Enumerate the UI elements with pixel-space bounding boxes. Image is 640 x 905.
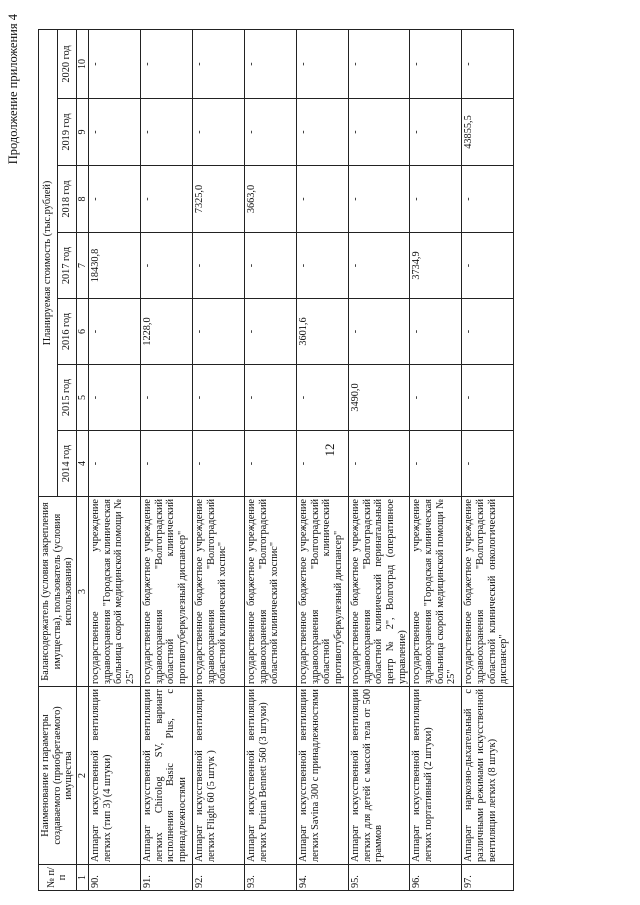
column-number: 2 [76, 687, 88, 865]
table-row [297, 29, 349, 890]
cost-cell: - [462, 29, 514, 98]
cost-cell: - [410, 29, 462, 98]
cost-cell: - [297, 233, 349, 299]
header-holder: Балансодержатель (условия закрепления имущества), пользователь (условия использования) [39, 497, 77, 687]
cost-cell: 3663,0 [245, 166, 297, 233]
page-number: 12 [322, 443, 337, 457]
cost-cell: - [245, 233, 297, 299]
cost-cell: - [193, 299, 245, 365]
table-row [89, 29, 141, 890]
header-year: 2017 год [57, 233, 76, 299]
table-row [193, 29, 245, 890]
cost-cell: - [89, 431, 141, 497]
cost-cell: - [193, 365, 245, 431]
row-number: 93. [245, 865, 297, 891]
table-row [462, 29, 514, 890]
cost-cell: 3734,9 [410, 233, 462, 299]
column-number: 8 [76, 166, 88, 233]
cost-cell: 43855,5 [462, 99, 514, 166]
header-cost-group: Планируемая стоимость (тыс.рублей) [39, 29, 58, 496]
cost-cell: - [462, 365, 514, 431]
cost-cell: 3490,0 [349, 365, 410, 431]
cost-cell: - [245, 99, 297, 166]
table-row [410, 29, 462, 890]
cost-cell: - [245, 431, 297, 497]
item-holder: государственное бюджетное учреждение здравоохранения "Волгоградский областной клинический перинатальный центр № 2", Волгоград (оперативное управление) [349, 497, 410, 687]
cost-cell: - [410, 166, 462, 233]
cost-cell: 3601,6 [297, 299, 349, 365]
item-name: Аппарат искусственной вентиляции легких Savina 300 с принадлежностями [297, 687, 349, 865]
cost-cell: 1228,0 [141, 299, 193, 365]
cost-cell: - [245, 365, 297, 431]
header-year: 2019 год [57, 99, 76, 166]
item-name: Аппарат искусственной вентиляции легких Puritan Bennett 560 (3 штуки) [245, 687, 297, 865]
continuation-label: Продолжение приложения 4 [6, 14, 20, 165]
row-number: 96. [410, 865, 462, 891]
cost-cell: - [193, 99, 245, 166]
cost-cell: - [349, 99, 410, 166]
header-year: 2018 год [57, 166, 76, 233]
table-row [141, 29, 193, 890]
cost-cell: - [193, 431, 245, 497]
item-holder: государственное бюджетное учреждение здравоохранения "Волгоградский областной клинический хоспис" [245, 497, 297, 687]
cost-cell: - [89, 29, 141, 98]
cost-cell: - [141, 166, 193, 233]
item-name: Аппарат искусственной вентиляции легких для детей с массой тела от 500 граммов [349, 687, 410, 865]
item-name: Аппарат искусственной вентиляции легких Chirolog SV, вариант исполнения Basic Plus, с принадлежностями [141, 687, 193, 865]
item-holder: государственное бюджетное учреждение здравоохранения "Волгоградский областной клинический противотуберкулезный диспансер" [141, 497, 193, 687]
table-row [349, 29, 410, 890]
cost-cell: - [462, 299, 514, 365]
column-number: 3 [76, 497, 88, 687]
cost-cell: - [297, 365, 349, 431]
item-holder: государственное бюджетное учреждение здравоохранения "Волгоградский областной клинический онкологический диспансер" [462, 497, 514, 687]
cost-cell: - [462, 233, 514, 299]
cost-cell: - [462, 431, 514, 497]
header-name: Наименование и параметры создаваемого (приобретаемого) имущества [39, 687, 77, 865]
cost-cell: - [141, 99, 193, 166]
cost-cell: - [297, 29, 349, 98]
cost-cell: - [89, 99, 141, 166]
header-num: № п/п [39, 865, 77, 891]
cost-cell: - [89, 299, 141, 365]
property-table [38, 29, 514, 891]
cost-cell: - [89, 166, 141, 233]
item-name: Аппарат искусственной вентиляции легких Flight 60 (5 штук ) [193, 687, 245, 865]
cost-cell: - [410, 299, 462, 365]
item-holder: государственное учреждение здравоохранения "Городская клиническая больница скорой медицинской помощи № 25" [89, 497, 141, 687]
header-year: 2014 год [57, 431, 76, 497]
item-name: Аппарат искусственной вентиляции легких (тип 3) (4 штуки) [89, 687, 141, 865]
cost-cell: - [297, 99, 349, 166]
column-number: 5 [76, 365, 88, 431]
table-row [245, 29, 297, 890]
cost-cell: - [349, 431, 410, 497]
header-year: 2015 год [57, 365, 76, 431]
item-name: Аппарат наркозно-дыхательный с различными режимами искусственной вентиляции легких (8 штук) [462, 687, 514, 865]
row-number: 92. [193, 865, 245, 891]
cost-cell: - [245, 299, 297, 365]
item-holder: государственное бюджетное учреждение здравоохранения "Волгоградский областной клинический противотуберкулезный диспансер" [297, 497, 349, 687]
cost-cell: - [297, 431, 349, 497]
cost-cell: - [349, 166, 410, 233]
cost-cell: - [193, 233, 245, 299]
cost-cell: - [245, 29, 297, 98]
item-holder: государственное учреждение здравоохранения "Городская клиническая больница скорой медицинской помощи № 25" [410, 497, 462, 687]
row-number: 97. [462, 865, 514, 891]
cost-cell: - [349, 299, 410, 365]
cost-cell: - [462, 166, 514, 233]
header-year: 2020 год [57, 29, 76, 98]
column-number: 9 [76, 99, 88, 166]
row-number: 90. [89, 865, 141, 891]
cost-cell: - [410, 365, 462, 431]
cost-cell: - [349, 233, 410, 299]
cost-cell: - [410, 431, 462, 497]
cost-cell: - [410, 99, 462, 166]
cost-cell: - [193, 29, 245, 98]
cost-cell: - [141, 233, 193, 299]
cost-cell: - [141, 29, 193, 98]
column-number: 4 [76, 431, 88, 497]
column-number: 10 [76, 29, 88, 98]
cost-cell: 7325,0 [193, 166, 245, 233]
header-year: 2016 год [57, 299, 76, 365]
item-name: Аппарат искусственной вентиляции легких портативный (2 штуки) [410, 687, 462, 865]
column-number: 1 [76, 865, 88, 891]
cost-cell: - [297, 166, 349, 233]
column-number: 6 [76, 299, 88, 365]
cost-cell: - [141, 431, 193, 497]
row-number: 94. [297, 865, 349, 891]
row-number: 91. [141, 865, 193, 891]
cost-cell: - [349, 29, 410, 98]
column-number: 7 [76, 233, 88, 299]
column-number-row [76, 29, 88, 890]
cost-cell: 18430,8 [89, 233, 141, 299]
item-holder: государственное бюджетное учреждение здравоохранения "Волгоградский областной клинический хоспис" [193, 497, 245, 687]
row-number: 95. [349, 865, 410, 891]
cost-cell: - [89, 365, 141, 431]
cost-cell: - [141, 365, 193, 431]
